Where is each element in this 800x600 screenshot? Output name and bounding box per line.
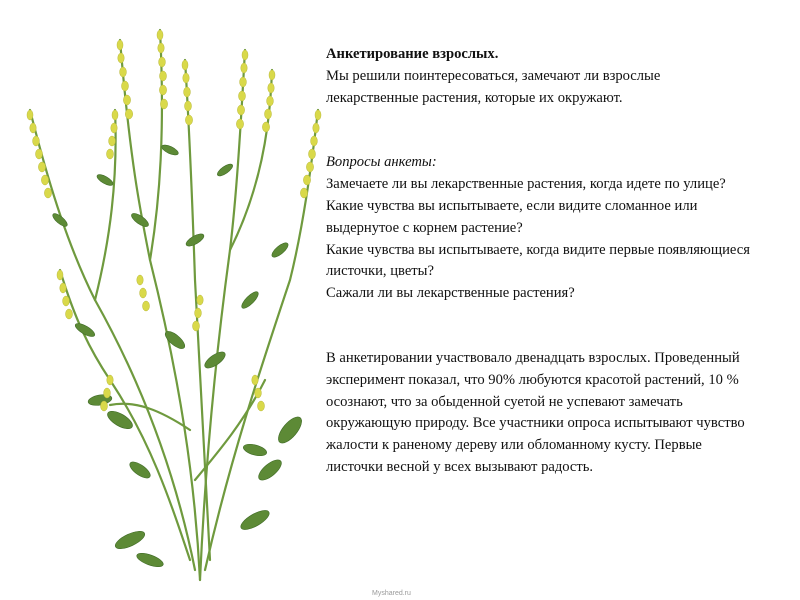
plant-flower-spikes <box>27 30 321 411</box>
survey-text <box>326 44 756 479</box>
survey-heading: Анкетирование взрослых. <box>326 46 499 62</box>
question-item: Сажали ли вы лекарственные растения? <box>326 285 575 302</box>
plant-leaves <box>51 143 306 569</box>
survey-results: В анкетировании участвовало двенадцать взрослых. Проведенный эксперимент показал, что 90% любуются красотой растений, 10 % осознают, что за обыденной суетой не успевают замечать окружающую природу. Все участники опроса испытывают чувство жалости к раненому дереву или обломанному кусту. Первые листочки весной у всех вызывают радость. <box>326 349 745 475</box>
melilot-plant-illustration <box>0 0 330 600</box>
plant-stems <box>30 30 318 580</box>
questions-title: Вопросы анкеты: <box>326 154 437 171</box>
question-item: Какие чувства вы испытываете, когда видите первые появляющиеся листочки, цветы? <box>326 241 750 280</box>
survey-intro: Мы решили поинтересоваться, замечают ли взрослые лекарственные растения, которые их окружают. <box>326 67 661 106</box>
question-item: Какие чувства вы испытываете, если видите сломанное или выдернутое с корнем растение? <box>326 197 698 236</box>
question-item: Замечаете ли вы лекарственные растения, когда идете по улице? <box>326 176 726 193</box>
watermark: Myshared.ru <box>372 590 411 597</box>
